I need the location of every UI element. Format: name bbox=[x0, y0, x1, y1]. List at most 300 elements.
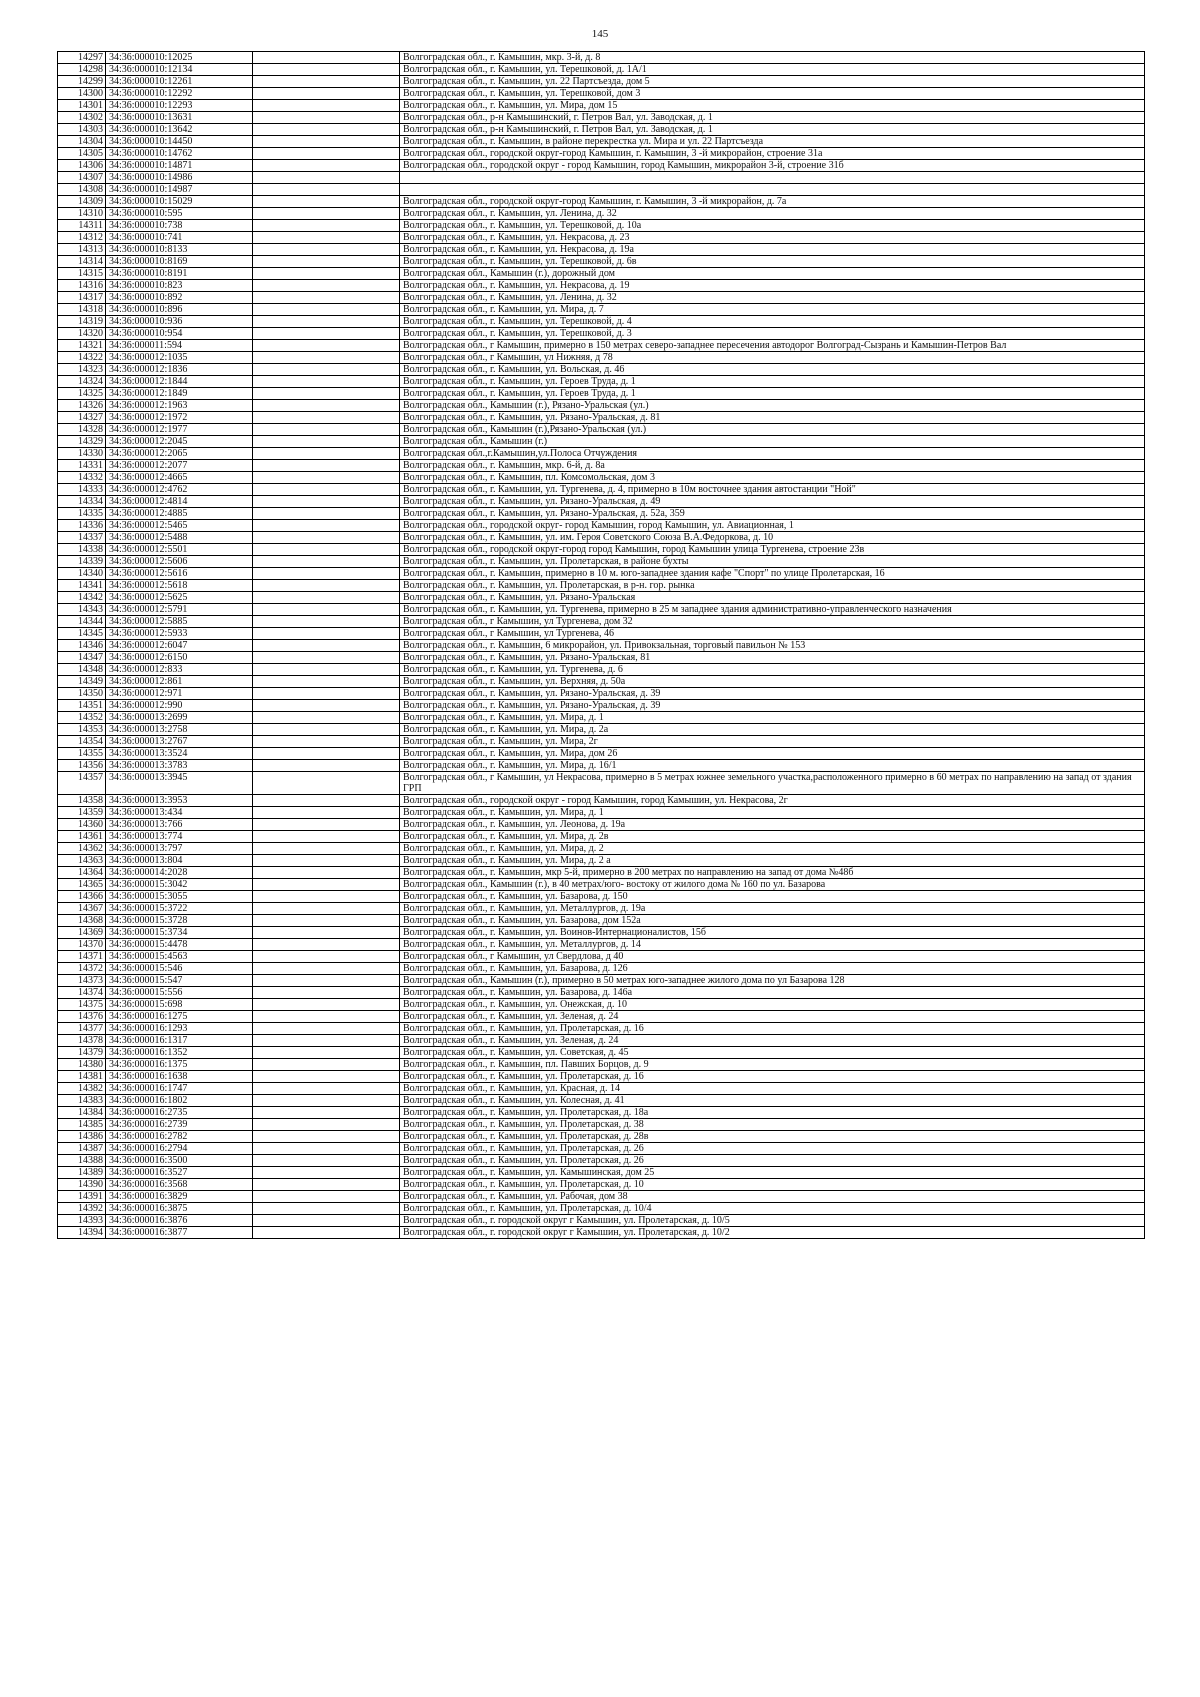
empty-cell bbox=[253, 712, 400, 724]
row-number: 14367 bbox=[58, 903, 106, 915]
address: Волгоградская обл., Камышин (г.), примерно в 50 метрах юго-западнее жилого дома по ул Базарова 128 bbox=[400, 975, 1145, 987]
address: Волгоградская обл., Камышин (г.) bbox=[400, 436, 1145, 448]
table-row bbox=[58, 196, 1145, 208]
empty-cell bbox=[253, 484, 400, 496]
address bbox=[400, 172, 1145, 184]
table-row bbox=[58, 208, 1145, 220]
empty-cell bbox=[253, 819, 400, 831]
row-number: 14351 bbox=[58, 700, 106, 712]
empty-cell bbox=[253, 807, 400, 819]
cadastral-number: 34:36:000013:804 bbox=[106, 855, 253, 867]
row-number: 14346 bbox=[58, 640, 106, 652]
empty-cell bbox=[253, 148, 400, 160]
table-row bbox=[58, 304, 1145, 316]
cadastral-number: 34:36:000016:3527 bbox=[106, 1167, 253, 1179]
empty-cell bbox=[253, 891, 400, 903]
address: Волгоградская обл., г. Камышин, ул. Леонова, д. 19а bbox=[400, 819, 1145, 831]
address: Волгоградская обл., Камышин (г.), дорожный дом bbox=[400, 268, 1145, 280]
empty-cell bbox=[253, 1035, 400, 1047]
row-number: 14302 bbox=[58, 112, 106, 124]
cadastral-number: 34:36:000012:833 bbox=[106, 664, 253, 676]
address: Волгоградская обл., г. Камышин, ул. Мира, д. 7 bbox=[400, 304, 1145, 316]
address: Волгоградская обл., г. Камышин, ул. Рязано-Уральская, д. 39 bbox=[400, 688, 1145, 700]
row-number: 14354 bbox=[58, 736, 106, 748]
row-number: 14341 bbox=[58, 580, 106, 592]
address: Волгоградская обл., г. Камышин, ул. Рязано-Уральская, д. 81 bbox=[400, 412, 1145, 424]
row-number: 14345 bbox=[58, 628, 106, 640]
row-number: 14339 bbox=[58, 556, 106, 568]
address: Волгоградская обл., г. Камышин, ул. Базарова, д. 126 bbox=[400, 963, 1145, 975]
address: Волгоградская обл., г. Камышин, ул. Металлургов, д. 14 bbox=[400, 939, 1145, 951]
table-row bbox=[58, 556, 1145, 568]
empty-cell bbox=[253, 472, 400, 484]
row-number: 14391 bbox=[58, 1191, 106, 1203]
empty-cell bbox=[253, 160, 400, 172]
cadastral-number: 34:36:000013:2699 bbox=[106, 712, 253, 724]
address: Волгоградская обл., г. Камышин, ул. Вольская, д. 46 bbox=[400, 364, 1145, 376]
empty-cell bbox=[253, 795, 400, 807]
row-number: 14363 bbox=[58, 855, 106, 867]
row-number: 14307 bbox=[58, 172, 106, 184]
address: Волгоградская обл., городской округ - город Камышин, город Камышин, микрорайон 3-й, строение 31б bbox=[400, 160, 1145, 172]
cadastral-number: 34:36:000012:2065 bbox=[106, 448, 253, 460]
empty-cell bbox=[253, 1095, 400, 1107]
table-row bbox=[58, 831, 1145, 843]
empty-cell bbox=[253, 1227, 400, 1239]
address: Волгоградская обл., г. Камышин, ул. Пролетарская, д. 26 bbox=[400, 1155, 1145, 1167]
cadastral-number: 34:36:000012:4885 bbox=[106, 508, 253, 520]
table-row bbox=[58, 124, 1145, 136]
cadastral-number: 34:36:000010:741 bbox=[106, 232, 253, 244]
table-row bbox=[58, 508, 1145, 520]
table-row bbox=[58, 568, 1145, 580]
address: Волгоградская обл., г. Камышин, ул. Тургенева, д. 4, примерно в 10м восточнее здания автостанции "Ной" bbox=[400, 484, 1145, 496]
table-row bbox=[58, 160, 1145, 172]
address: Волгоградская обл., г. Камышин, ул. Пролетарская, д. 18а bbox=[400, 1107, 1145, 1119]
table-row bbox=[58, 400, 1145, 412]
table-row bbox=[58, 292, 1145, 304]
table-row bbox=[58, 987, 1145, 999]
row-number: 14298 bbox=[58, 64, 106, 76]
address: Волгоградская обл., г. Камышин, ул. Некрасова, д. 19а bbox=[400, 244, 1145, 256]
cadastral-number: 34:36:000012:1035 bbox=[106, 352, 253, 364]
cadastral-number: 34:36:000013:3524 bbox=[106, 748, 253, 760]
row-number: 14334 bbox=[58, 496, 106, 508]
table-row bbox=[58, 220, 1145, 232]
empty-cell bbox=[253, 568, 400, 580]
cadastral-number: 34:36:000012:971 bbox=[106, 688, 253, 700]
row-number: 14317 bbox=[58, 292, 106, 304]
table-row bbox=[58, 472, 1145, 484]
empty-cell bbox=[253, 424, 400, 436]
address: Волгоградская обл., г. Камышин, ул. Камышинская, дом 25 bbox=[400, 1167, 1145, 1179]
address: Волгоградская обл., г. Камышин, мкр. 6-й, д. 8а bbox=[400, 460, 1145, 472]
cadastral-number: 34:36:000010:14986 bbox=[106, 172, 253, 184]
empty-cell bbox=[253, 700, 400, 712]
address: Волгоградская обл., г. Камышин, ул. Терешковой, д. 3 bbox=[400, 328, 1145, 340]
address: Волгоградская обл., г. Камышин, ул. Терешковой, д. 10а bbox=[400, 220, 1145, 232]
address: Волгоградская обл., г Камышин, ул Тургенева, дом 32 bbox=[400, 616, 1145, 628]
empty-cell bbox=[253, 951, 400, 963]
cadastral-number: 34:36:000010:954 bbox=[106, 328, 253, 340]
empty-cell bbox=[253, 220, 400, 232]
empty-cell bbox=[253, 867, 400, 879]
cadastral-number: 34:36:000013:2758 bbox=[106, 724, 253, 736]
empty-cell bbox=[253, 208, 400, 220]
empty-cell bbox=[253, 280, 400, 292]
empty-cell bbox=[253, 604, 400, 616]
address: Волгоградская обл., г. Камышин, ул. Рязано-Уральская, д. 52а, 359 bbox=[400, 508, 1145, 520]
table-row bbox=[58, 136, 1145, 148]
address: Волгоградская обл., г. Камышин, ул. Советская, д. 45 bbox=[400, 1047, 1145, 1059]
row-number: 14340 bbox=[58, 568, 106, 580]
empty-cell bbox=[253, 963, 400, 975]
row-number: 14381 bbox=[58, 1071, 106, 1083]
table-row bbox=[58, 88, 1145, 100]
cadastral-number: 34:36:000010:12261 bbox=[106, 76, 253, 88]
table-row bbox=[58, 364, 1145, 376]
cadastral-number: 34:36:000016:1638 bbox=[106, 1071, 253, 1083]
empty-cell bbox=[253, 580, 400, 592]
address: Волгоградская обл., г. Камышин, ул. Терешковой, дом 3 bbox=[400, 88, 1145, 100]
row-number: 14323 bbox=[58, 364, 106, 376]
table-row bbox=[58, 664, 1145, 676]
address: Волгоградская обл., г. Камышин, ул. Рязано-Уральская, д. 39 bbox=[400, 700, 1145, 712]
empty-cell bbox=[253, 1119, 400, 1131]
row-number: 14372 bbox=[58, 963, 106, 975]
cadastral-number: 34:36:000012:1836 bbox=[106, 364, 253, 376]
page-number: 145 bbox=[591, 28, 609, 40]
empty-cell bbox=[253, 1167, 400, 1179]
row-number: 14376 bbox=[58, 1011, 106, 1023]
cadastral-number: 34:36:000010:13642 bbox=[106, 124, 253, 136]
cadastral-number: 34:36:000016:1375 bbox=[106, 1059, 253, 1071]
cadastral-number: 34:36:000012:1963 bbox=[106, 400, 253, 412]
empty-cell bbox=[253, 843, 400, 855]
address: Волгоградская обл., г. Камышин, ул. Пролетарская, д. 10 bbox=[400, 1179, 1145, 1191]
row-number: 14366 bbox=[58, 891, 106, 903]
address: Волгоградская обл., г Камышин, примерно в 150 метрах северо-западнее пересечения автодорог Волгоград-Сызрань и Камышин-Петров Вал bbox=[400, 340, 1145, 352]
table-row bbox=[58, 1167, 1145, 1179]
row-number: 14384 bbox=[58, 1107, 106, 1119]
empty-cell bbox=[253, 532, 400, 544]
empty-cell bbox=[253, 939, 400, 951]
empty-cell bbox=[253, 448, 400, 460]
empty-cell bbox=[253, 172, 400, 184]
table-row bbox=[58, 999, 1145, 1011]
cadastral-number: 34:36:000012:861 bbox=[106, 676, 253, 688]
empty-cell bbox=[253, 652, 400, 664]
cadastral-number: 34:36:000016:1352 bbox=[106, 1047, 253, 1059]
table-row bbox=[58, 592, 1145, 604]
address: Волгоградская обл., г. Камышин, ул. Ленина, д. 32 bbox=[400, 208, 1145, 220]
empty-cell bbox=[253, 879, 400, 891]
empty-cell bbox=[253, 592, 400, 604]
empty-cell bbox=[253, 412, 400, 424]
row-number: 14370 bbox=[58, 939, 106, 951]
row-number: 14368 bbox=[58, 915, 106, 927]
row-number: 14310 bbox=[58, 208, 106, 220]
row-number: 14359 bbox=[58, 807, 106, 819]
empty-cell bbox=[253, 388, 400, 400]
table-row bbox=[58, 76, 1145, 88]
empty-cell bbox=[253, 1215, 400, 1227]
cadastral-number: 34:36:000016:1293 bbox=[106, 1023, 253, 1035]
cadastral-number: 34:36:000010:8191 bbox=[106, 268, 253, 280]
row-number: 14304 bbox=[58, 136, 106, 148]
row-number: 14321 bbox=[58, 340, 106, 352]
address: Волгоградская обл., городской округ-город Камышин, г. Камышин, 3 -й микрорайон, д. 7а bbox=[400, 196, 1145, 208]
address: Волгоградская обл., г Камышин, ул Тургенева, 46 bbox=[400, 628, 1145, 640]
row-number: 14382 bbox=[58, 1083, 106, 1095]
empty-cell bbox=[253, 1023, 400, 1035]
address: Волгоградская обл., г. Камышин, ул. Мира, д. 1 bbox=[400, 807, 1145, 819]
table-row bbox=[58, 867, 1145, 879]
row-number: 14352 bbox=[58, 712, 106, 724]
cadastral-number: 34:36:000010:823 bbox=[106, 280, 253, 292]
address: Волгоградская обл., г. Камышин, 6 микрорайон, ул. Привокзальная, торговый павильон № 153 bbox=[400, 640, 1145, 652]
row-number: 14389 bbox=[58, 1167, 106, 1179]
row-number: 14326 bbox=[58, 400, 106, 412]
table-row bbox=[58, 819, 1145, 831]
cadastral-number: 34:36:000016:3500 bbox=[106, 1155, 253, 1167]
table-row bbox=[58, 184, 1145, 196]
address: Волгоградская обл., г. Камышин, ул. 22 Партсъезда, дом 5 bbox=[400, 76, 1145, 88]
table-row bbox=[58, 268, 1145, 280]
cadastral-number: 34:36:000012:5625 bbox=[106, 592, 253, 604]
address: Волгоградская обл., г. Камышин, ул. Терешковой, д. 4 bbox=[400, 316, 1145, 328]
registry-table bbox=[57, 51, 1145, 1239]
address: Волгоградская обл., г. Камышин, ул. Мира, д. 16/1 bbox=[400, 760, 1145, 772]
empty-cell bbox=[253, 556, 400, 568]
cadastral-number: 34:36:000015:546 bbox=[106, 963, 253, 975]
address: Волгоградская обл., г. Камышин, пл. Комсомольская, дом 3 bbox=[400, 472, 1145, 484]
address: Волгоградская обл., г. Камышин, ул. Зеленая, д. 24 bbox=[400, 1011, 1145, 1023]
address: Волгоградская обл., городской округ-город Камышин, г. Камышин, 3 -й микрорайон, строение 31а bbox=[400, 148, 1145, 160]
cadastral-number: 34:36:000016:1802 bbox=[106, 1095, 253, 1107]
row-number: 14300 bbox=[58, 88, 106, 100]
empty-cell bbox=[253, 987, 400, 999]
empty-cell bbox=[253, 460, 400, 472]
empty-cell bbox=[253, 640, 400, 652]
address: Волгоградская обл., г. Камышин, ул. Мира, 2г bbox=[400, 736, 1145, 748]
address: Волгоградская обл., г. Камышин, ул. Зеленая, д. 24 bbox=[400, 1035, 1145, 1047]
address: Волгоградская обл., г. Камышин, ул. Пролетарская, д. 16 bbox=[400, 1023, 1145, 1035]
table-row bbox=[58, 436, 1145, 448]
row-number: 14318 bbox=[58, 304, 106, 316]
table-row bbox=[58, 1083, 1145, 1095]
address: Волгоградская обл., г. Камышин, мкр 5-й, примерно в 200 метрах по направлению на запад от дома №48б bbox=[400, 867, 1145, 879]
cadastral-number: 34:36:000013:3783 bbox=[106, 760, 253, 772]
empty-cell bbox=[253, 915, 400, 927]
cadastral-number: 34:36:000015:3055 bbox=[106, 891, 253, 903]
address: Волгоградская обл., г. Камышин, ул. Красная, д. 14 bbox=[400, 1083, 1145, 1095]
registry-table-body bbox=[58, 52, 1145, 1239]
empty-cell bbox=[253, 124, 400, 136]
row-number: 14322 bbox=[58, 352, 106, 364]
cadastral-number: 34:36:000010:8133 bbox=[106, 244, 253, 256]
row-number: 14356 bbox=[58, 760, 106, 772]
cadastral-number: 34:36:000011:594 bbox=[106, 340, 253, 352]
row-number: 14299 bbox=[58, 76, 106, 88]
row-number: 14327 bbox=[58, 412, 106, 424]
cadastral-number: 34:36:000010:14871 bbox=[106, 160, 253, 172]
row-number: 14335 bbox=[58, 508, 106, 520]
cadastral-number: 34:36:000010:14987 bbox=[106, 184, 253, 196]
empty-cell bbox=[253, 1107, 400, 1119]
empty-cell bbox=[253, 724, 400, 736]
row-number: 14297 bbox=[58, 52, 106, 64]
address: Волгоградская обл., г. Камышин, пл. Павших Борцов, д. 9 bbox=[400, 1059, 1145, 1071]
cadastral-number: 34:36:000016:3875 bbox=[106, 1203, 253, 1215]
cadastral-number: 34:36:000016:3829 bbox=[106, 1191, 253, 1203]
address: Волгоградская обл., г. Камышин, ул. Рязано-Уральская, 81 bbox=[400, 652, 1145, 664]
cadastral-number: 34:36:000012:6047 bbox=[106, 640, 253, 652]
table-row bbox=[58, 316, 1145, 328]
empty-cell bbox=[253, 316, 400, 328]
table-row bbox=[58, 100, 1145, 112]
cadastral-number: 34:36:000010:738 bbox=[106, 220, 253, 232]
empty-cell bbox=[253, 496, 400, 508]
address: Волгоградская обл., г Камышин, ул Нижняя, д 78 bbox=[400, 352, 1145, 364]
empty-cell bbox=[253, 508, 400, 520]
address: Волгоградская обл.,г.Камышин,ул.Полоса Отчуждения bbox=[400, 448, 1145, 460]
table-row bbox=[58, 340, 1145, 352]
table-row bbox=[58, 532, 1145, 544]
address: Волгоградская обл., г. Камышин, ул. Базарова, д. 150 bbox=[400, 891, 1145, 903]
row-number: 14355 bbox=[58, 748, 106, 760]
empty-cell bbox=[253, 352, 400, 364]
cadastral-number: 34:36:000016:1275 bbox=[106, 1011, 253, 1023]
empty-cell bbox=[253, 400, 400, 412]
address: Волгоградская обл., г. Камышин, ул. Мира, д. 2 bbox=[400, 843, 1145, 855]
row-number: 14350 bbox=[58, 688, 106, 700]
empty-cell bbox=[253, 1191, 400, 1203]
table-row bbox=[58, 879, 1145, 891]
address: Волгоградская обл., г. Камышин, ул. Некрасова, д. 23 bbox=[400, 232, 1145, 244]
empty-cell bbox=[253, 831, 400, 843]
cadastral-number: 34:36:000014:2028 bbox=[106, 867, 253, 879]
table-row bbox=[58, 616, 1145, 628]
table-row bbox=[58, 676, 1145, 688]
empty-cell bbox=[253, 616, 400, 628]
cadastral-number: 34:36:000012:5501 bbox=[106, 544, 253, 556]
address: Волгоградская обл., г. Камышин, ул. Воинов-Интернационалистов, 15б bbox=[400, 927, 1145, 939]
cadastral-number: 34:36:000013:434 bbox=[106, 807, 253, 819]
cadastral-number: 34:36:000015:3728 bbox=[106, 915, 253, 927]
cadastral-number: 34:36:000013:766 bbox=[106, 819, 253, 831]
cadastral-number: 34:36:000010:595 bbox=[106, 208, 253, 220]
cadastral-number: 34:36:000012:5606 bbox=[106, 556, 253, 568]
empty-cell bbox=[253, 256, 400, 268]
table-row bbox=[58, 1155, 1145, 1167]
row-number: 14394 bbox=[58, 1227, 106, 1239]
address: Волгоградская обл., г. Камышин, ул. Героев Труда, д. 1 bbox=[400, 376, 1145, 388]
row-number: 14348 bbox=[58, 664, 106, 676]
cadastral-number: 34:36:000013:3953 bbox=[106, 795, 253, 807]
empty-cell bbox=[253, 676, 400, 688]
empty-cell bbox=[253, 364, 400, 376]
table-row bbox=[58, 520, 1145, 532]
table-row bbox=[58, 652, 1145, 664]
empty-cell bbox=[253, 1059, 400, 1071]
table-row bbox=[58, 172, 1145, 184]
cadastral-number: 34:36:000012:5488 bbox=[106, 532, 253, 544]
table-row bbox=[58, 1119, 1145, 1131]
address: Волгоградская обл., Камышин (г.),Рязано-Уральская (ул.) bbox=[400, 424, 1145, 436]
address: Волгоградская обл., г. Камышин, ул. Мира, д. 2 а bbox=[400, 855, 1145, 867]
cadastral-number: 34:36:000010:8169 bbox=[106, 256, 253, 268]
cadastral-number: 34:36:000016:2735 bbox=[106, 1107, 253, 1119]
empty-cell bbox=[253, 688, 400, 700]
table-row bbox=[58, 112, 1145, 124]
address: Волгоградская обл., г. Камышин, мкр. 3-й, д. 8 bbox=[400, 52, 1145, 64]
cadastral-number: 34:36:000015:698 bbox=[106, 999, 253, 1011]
row-number: 14375 bbox=[58, 999, 106, 1011]
row-number: 14315 bbox=[58, 268, 106, 280]
cadastral-number: 34:36:000013:3945 bbox=[106, 772, 253, 795]
table-row bbox=[58, 915, 1145, 927]
table-row bbox=[58, 1059, 1145, 1071]
cadastral-number: 34:36:000015:3722 bbox=[106, 903, 253, 915]
table-row bbox=[58, 1107, 1145, 1119]
empty-cell bbox=[253, 1011, 400, 1023]
row-number: 14374 bbox=[58, 987, 106, 999]
table-row bbox=[58, 244, 1145, 256]
empty-cell bbox=[253, 999, 400, 1011]
row-number: 14377 bbox=[58, 1023, 106, 1035]
cadastral-number: 34:36:000015:4563 bbox=[106, 951, 253, 963]
row-number: 14308 bbox=[58, 184, 106, 196]
cadastral-number: 34:36:000016:2739 bbox=[106, 1119, 253, 1131]
table-row bbox=[58, 1023, 1145, 1035]
table-row bbox=[58, 760, 1145, 772]
address: Волгоградская обл., г. Камышин, ул. Пролетарская, в районе бухты bbox=[400, 556, 1145, 568]
cadastral-number: 34:36:000016:1747 bbox=[106, 1083, 253, 1095]
address: Волгоградская обл., г. Камышин, ул. Мира, д. 2а bbox=[400, 724, 1145, 736]
address: Волгоградская обл., г. Камышин, ул. Тургенева, примерно в 25 м западнее здания административно-управленческого назначения bbox=[400, 604, 1145, 616]
address: Волгоградская обл., г. Камышин, ул. Базарова, дом 152а bbox=[400, 915, 1145, 927]
address: Волгоградская обл., г. Камышин, ул. Верхняя, д. 50а bbox=[400, 676, 1145, 688]
row-number: 14347 bbox=[58, 652, 106, 664]
empty-cell bbox=[253, 76, 400, 88]
table-row bbox=[58, 1035, 1145, 1047]
cadastral-number: 34:36:000010:12292 bbox=[106, 88, 253, 100]
address: Волгоградская обл., г. городской округ г Камышин, ул. Пролетарская, д. 10/5 bbox=[400, 1215, 1145, 1227]
table-row bbox=[58, 640, 1145, 652]
row-number: 14360 bbox=[58, 819, 106, 831]
empty-cell bbox=[253, 1155, 400, 1167]
cadastral-number: 34:36:000012:5618 bbox=[106, 580, 253, 592]
address: Волгоградская обл., г. Камышин, ул. им. Героя Советского Союза В.А.Федоркова, д. 10 bbox=[400, 532, 1145, 544]
empty-cell bbox=[253, 544, 400, 556]
empty-cell bbox=[253, 1071, 400, 1083]
row-number: 14333 bbox=[58, 484, 106, 496]
table-row bbox=[58, 939, 1145, 951]
cadastral-number: 34:36:000010:892 bbox=[106, 292, 253, 304]
table-row bbox=[58, 484, 1145, 496]
empty-cell bbox=[253, 244, 400, 256]
empty-cell bbox=[253, 1083, 400, 1095]
cadastral-number: 34:36:000012:5465 bbox=[106, 520, 253, 532]
table-row bbox=[58, 1095, 1145, 1107]
row-number: 14330 bbox=[58, 448, 106, 460]
address: Волгоградская обл., г. Камышин, ул. Мира, дом 26 bbox=[400, 748, 1145, 760]
cadastral-number: 34:36:000012:4814 bbox=[106, 496, 253, 508]
cadastral-number: 34:36:000016:3568 bbox=[106, 1179, 253, 1191]
row-number: 14378 bbox=[58, 1035, 106, 1047]
cadastral-number: 34:36:000013:797 bbox=[106, 843, 253, 855]
